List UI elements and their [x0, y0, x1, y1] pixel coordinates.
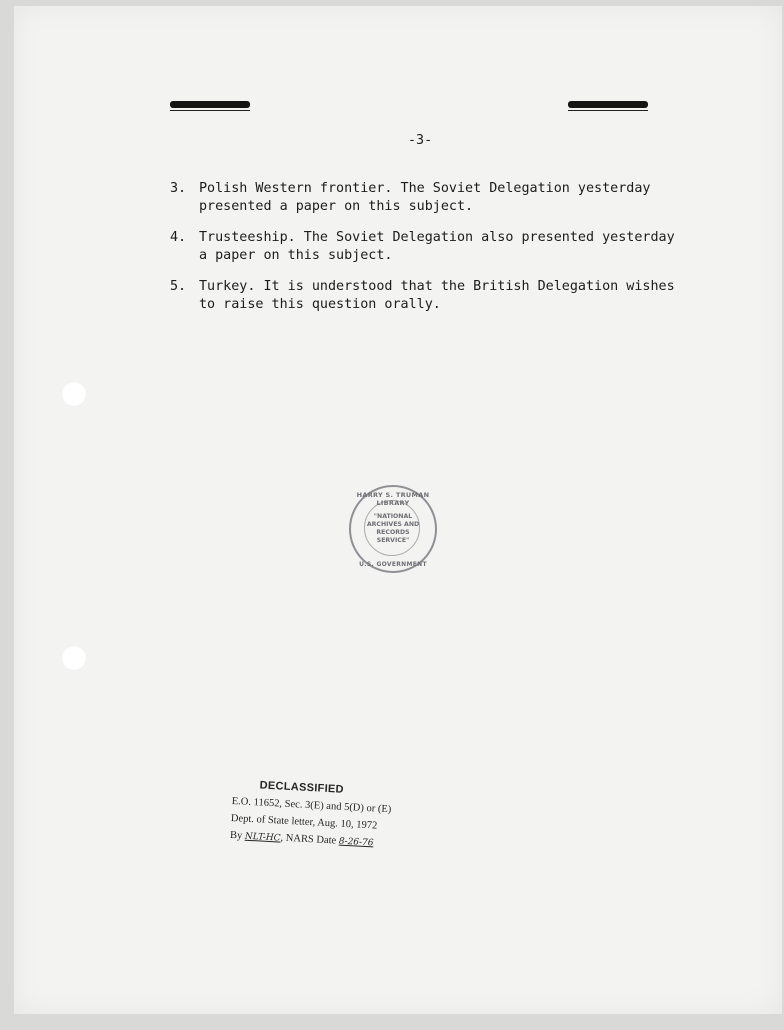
page-number: -3- — [408, 133, 433, 148]
by-signature: NLT-HC — [244, 831, 281, 844]
nars-date-label: , NARS Date — [280, 832, 337, 847]
item-text-line: a paper on this subject. — [199, 248, 393, 263]
item-number: 3. — [170, 181, 187, 196]
item-text-line: Trusteeship. The Soviet Delegation also presented yesterday — [199, 230, 675, 245]
archive-stamp — [349, 485, 437, 573]
stamp-ring-bottom: U.S. GOVERNMENT — [359, 561, 427, 568]
item-number: 4. — [170, 230, 187, 245]
item-text-line: to raise this question orally. — [199, 297, 441, 312]
item-text-line: presented a paper on this subject. — [199, 199, 474, 214]
item-text-line: Turkey. It is understood that the British Delegation wishes — [199, 279, 675, 294]
by-label: By — [229, 829, 243, 842]
declassification-authority: E.O. 11652, Sec. 3(E) and 5(D) or (E) — [231, 795, 392, 816]
item-text-line: Polish Western frontier. The Soviet Delegation yesterday — [199, 181, 651, 196]
stamp-line: "NATIONAL — [373, 513, 413, 520]
declassified-title: DECLASSIFIED — [259, 779, 345, 796]
stamp-line: SERVICE" — [376, 537, 410, 544]
nars-date: 8-26-76 — [338, 836, 374, 849]
stamp-ring-top: HARRY S. TRUMAN LIBRARY — [356, 491, 430, 507]
punch-hole — [61, 645, 87, 671]
declassification-stamp — [230, 778, 453, 852]
stamp-line: ARCHIVES AND — [366, 521, 420, 528]
stamp-line: RECORDS — [376, 529, 410, 536]
punch-hole — [61, 381, 87, 407]
redacted-classification-right — [568, 98, 648, 112]
redacted-classification-left — [170, 98, 250, 112]
item-number: 5. — [170, 279, 187, 294]
declassification-letter: Dept. of State letter, Aug. 10, 1972 — [230, 812, 378, 832]
